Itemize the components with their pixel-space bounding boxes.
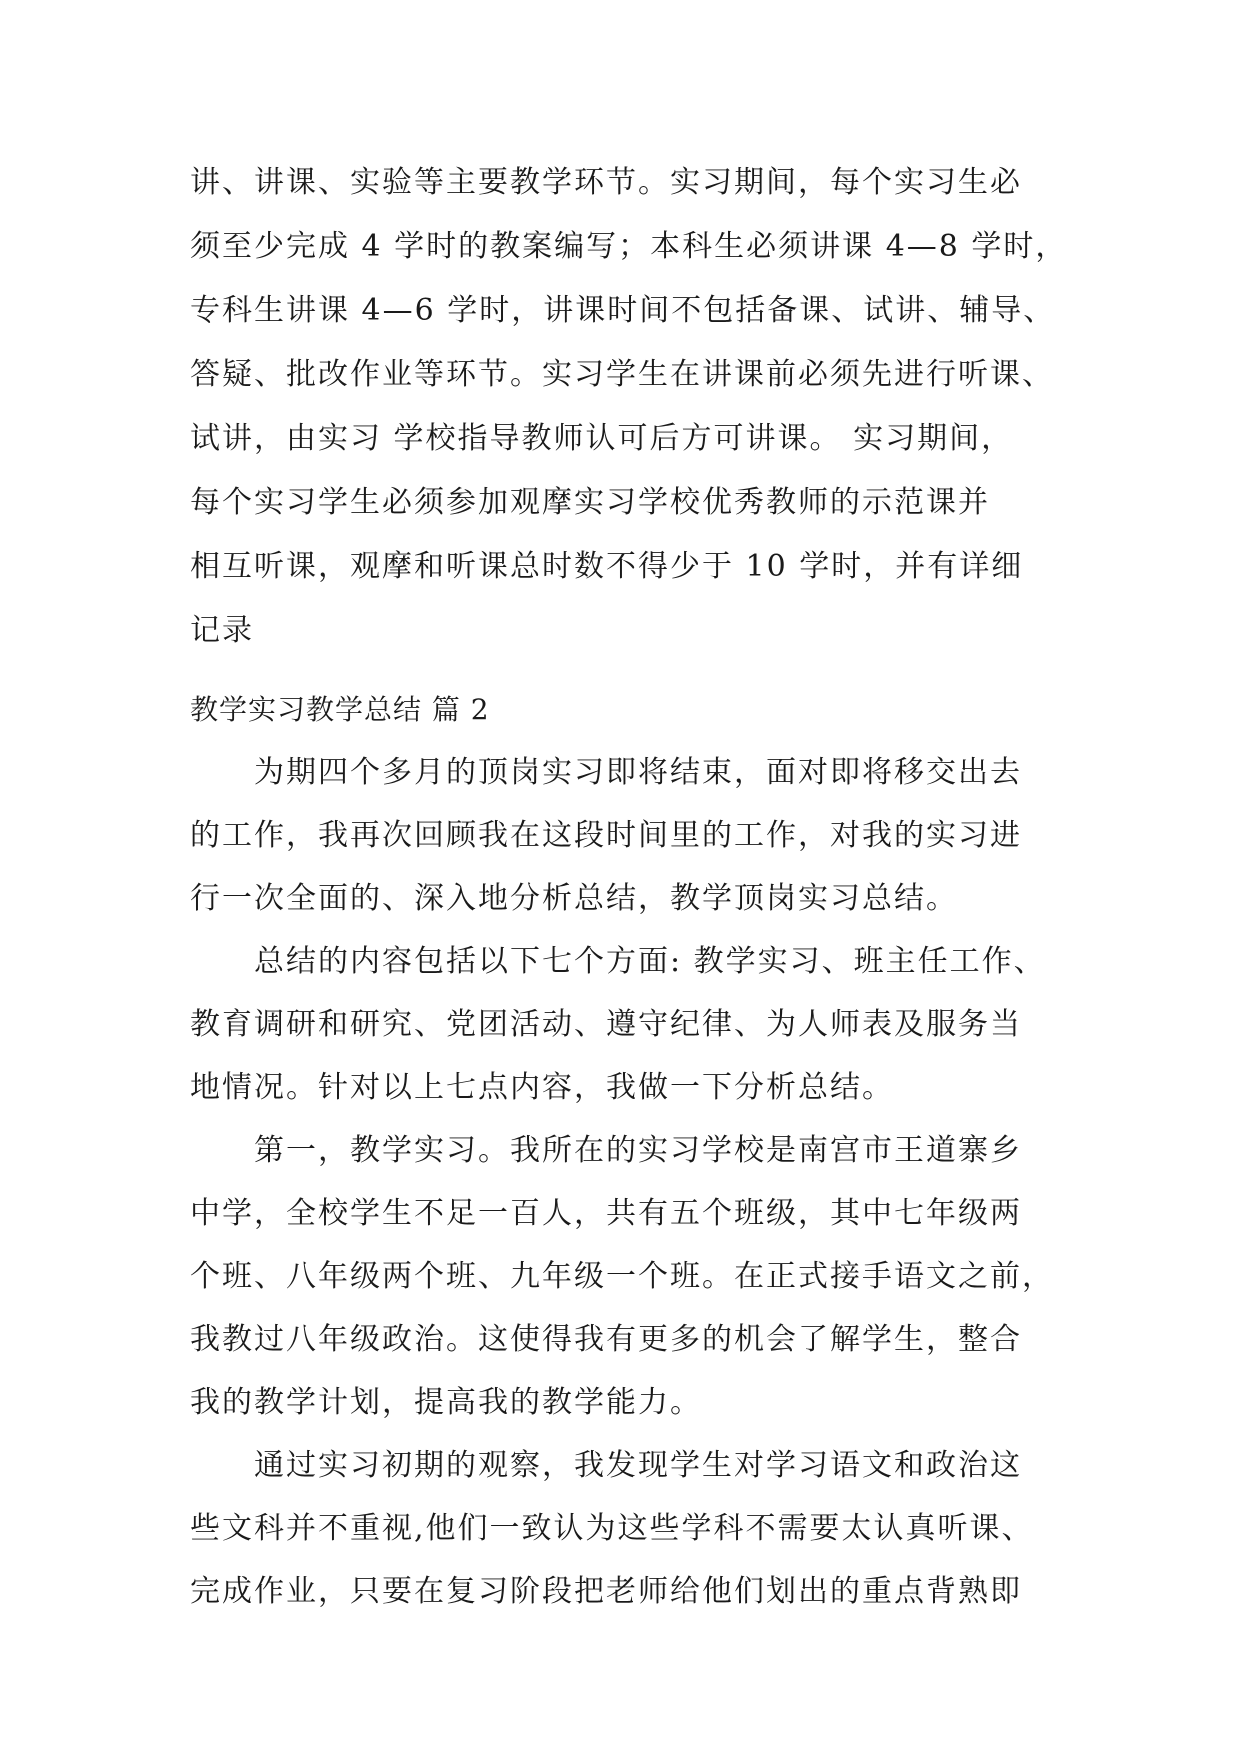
paragraph-line: 为期四个多月的顶岗实习即将结束，面对即将移交出去 [254,755,1022,790]
section-2 [190,690,1070,1635]
paragraph-line: 试讲，由实习 学校指导教师认可后方可讲课。 实习期间， [190,421,1014,456]
paragraph-line: 我教过八年级政治。这使得我有更多的机会了解学生，整合 [190,1322,1022,1357]
paragraph-line: 中学，全校学生不足一百人，共有五个班级，其中七年级两 [190,1196,1022,1231]
paragraph-line: 总结的内容包括以下七个方面: 教学实习、班主任工作、 [254,944,1046,979]
paragraph-line: 个班、八年级两个班、九年级一个班。在正式接手语文之前， [190,1259,1054,1294]
paragraph-line: 些文科并不重视,他们一致认为这些学科不需要太认真听课、 [190,1511,1034,1546]
section-heading: 教学实习教学总结 篇 2 [190,693,490,726]
paragraph-line: 行一次全面的、深入地分析总结，教学顶岗实习总结。 [190,881,958,916]
paragraph-line: 地情况。针对以上七点内容，我做一下分析总结。 [190,1070,894,1105]
paragraph-line: 我的教学计划，提高我的教学能力。 [190,1385,702,1420]
continuation-paragraph [190,163,1070,675]
paragraph-line: 教育调研和研究、党团活动、遵守纪律、为人师表及服务当 [190,1007,1022,1042]
paragraph-line: 每个实习学生必须参加观摩实习学校优秀教师的示范课并 [190,485,990,520]
paragraph-line: 的工作，我再次回顾我在这段时间里的工作，对我的实习进 [190,818,1022,853]
paragraph-line: 通过实习初期的观察，我发现学生对学习语文和政治这 [254,1448,1022,1483]
paragraph-line: 第一，教学实习。我所在的实习学校是南宫市王道寨乡 [254,1133,1022,1168]
paragraph-line: 讲、讲课、实验等主要教学环节。实习期间，每个实习生必 [190,165,1022,200]
paragraph-line: 记录 [190,613,254,648]
paragraph-line: 专科生讲课 4—6 学时，讲课时间不包括备课、试讲、辅导、 [190,293,1056,328]
paragraph-line: 须至少完成 4 学时的教案编写；本科生必须讲课 4—8 学时， [190,229,1068,264]
paragraph-line: 答疑、批改作业等环节。实习学生在讲课前必须先进行听课、 [190,357,1054,392]
paragraph-line: 完成作业，只要在复习阶段把老师给他们划出的重点背熟即 [190,1574,1022,1609]
paragraph-line: 相互听课，观摩和听课总时数不得少于 10 学时，并有详细 [190,549,1024,584]
